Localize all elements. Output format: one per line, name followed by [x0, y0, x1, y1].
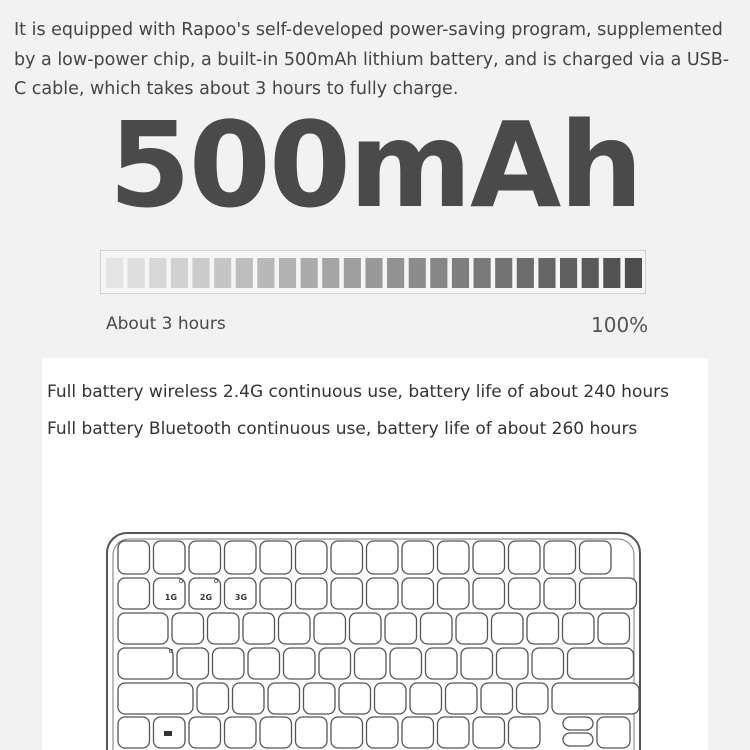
- keyboard-key: [509, 541, 541, 574]
- keyboard-key: [296, 578, 328, 609]
- keyboard-key: [118, 717, 150, 748]
- keyboard-key: [177, 648, 209, 679]
- keyboard-key: [580, 541, 612, 574]
- keyboard-key: [154, 541, 186, 574]
- arrow-down-key: [563, 733, 593, 746]
- keyboard-key: [446, 683, 478, 714]
- intro-paragraph: It is equipped with Rapoo's self-developed power-saving program, supplemented by a low-power chip, a built-in 500mAh lithium battery, and is charged via a USB-C cable, which takes about 3 hours to fully charge.: [14, 20, 730, 99]
- fn-key-mark-icon: [164, 731, 172, 736]
- battery-life-wireless: Full battery wireless 2.4G continuous use, battery life of about 240 hours: [47, 382, 669, 402]
- keyboard-key: [402, 717, 434, 748]
- battery-life-bluetooth: Full battery Bluetooth continuous use, battery life of about 260 hours: [47, 419, 638, 439]
- keyboard-key: [552, 683, 639, 714]
- keyboard-key: [426, 648, 458, 679]
- keyboard-key: [331, 717, 363, 748]
- keyboard-key: [319, 648, 351, 679]
- keyboard-key: [461, 648, 493, 679]
- keyboard-key: [225, 541, 257, 574]
- keyboard-key: [296, 717, 328, 748]
- keyboard-key: [568, 648, 634, 679]
- keyboard-key: [339, 683, 371, 714]
- keyboard-key: [367, 717, 399, 748]
- keyboard-key: [421, 613, 453, 644]
- key-label: 3G: [234, 593, 248, 602]
- keyboard-key: [481, 683, 513, 714]
- keyboard-key: [438, 578, 470, 609]
- keyboard-key: [580, 578, 637, 609]
- charge-time-label: About 3 hours: [106, 314, 226, 334]
- key-label: 2G: [199, 593, 213, 602]
- keyboard-key: [208, 613, 240, 644]
- keyboard-key: [233, 683, 265, 714]
- keyboard-key: [402, 541, 434, 574]
- keyboard-key: [189, 541, 221, 574]
- keyboard-key: [438, 541, 470, 574]
- keyboard-key: [375, 683, 407, 714]
- keyboard-key: [367, 541, 399, 574]
- keyboard-key: [492, 613, 524, 644]
- keyboard-key: [304, 683, 336, 714]
- keyboard-key: [118, 578, 150, 609]
- keyboard-key: [532, 648, 564, 679]
- key-label: 1G: [164, 593, 178, 602]
- keyboard-key: [473, 541, 505, 574]
- keyboard-key: [350, 613, 382, 644]
- keyboard-key: [225, 717, 257, 748]
- keyboard-key: [331, 541, 363, 574]
- keyboard-key: [385, 613, 417, 644]
- keyboard-key: [260, 541, 292, 574]
- keyboard-key: [563, 613, 595, 644]
- keyboard-key: [279, 613, 311, 644]
- keyboard-key: [331, 578, 363, 609]
- keyboard-key: [598, 613, 630, 644]
- keyboard-key: [118, 541, 150, 574]
- keyboard-key: [544, 578, 576, 609]
- keyboard-key: [296, 541, 328, 574]
- keyboard-key: [118, 683, 193, 714]
- keyboard-key: [402, 578, 434, 609]
- keyboard-key: [172, 613, 204, 644]
- arrow-right-key: [597, 717, 630, 748]
- keyboard-key: [213, 648, 245, 679]
- keyboard-key: [517, 683, 549, 714]
- keyboard-key: [456, 613, 488, 644]
- keyboard-key: [260, 717, 292, 748]
- keyboard-key: [473, 717, 505, 748]
- keyboard-key: [197, 683, 229, 714]
- keyboard-key: [118, 613, 168, 644]
- arrow-up-key: [563, 717, 593, 730]
- keyboard-key: [243, 613, 275, 644]
- keyboard-key: [248, 648, 280, 679]
- keyboard-key: [410, 683, 442, 714]
- keyboard-key: [355, 648, 387, 679]
- keyboard-key: [189, 717, 221, 748]
- keyboard-key: [509, 578, 541, 609]
- keyboard-key: [260, 578, 292, 609]
- keyboard-key: [527, 613, 559, 644]
- keyboard-key: [314, 613, 346, 644]
- keyboard-key: [284, 648, 316, 679]
- battery-capacity-heading: 500mAh: [108, 96, 642, 234]
- keyboard-key: [367, 578, 399, 609]
- keyboard-key: [473, 578, 505, 609]
- keyboard-key: [497, 648, 529, 679]
- keyboard-key: [118, 648, 173, 679]
- keyboard-key: [509, 717, 541, 748]
- keyboard-key: [438, 717, 470, 748]
- keyboard-key: [390, 648, 422, 679]
- charge-percent-label: 100%: [591, 313, 649, 337]
- keyboard-key: [544, 541, 576, 574]
- keyboard-key: [268, 683, 300, 714]
